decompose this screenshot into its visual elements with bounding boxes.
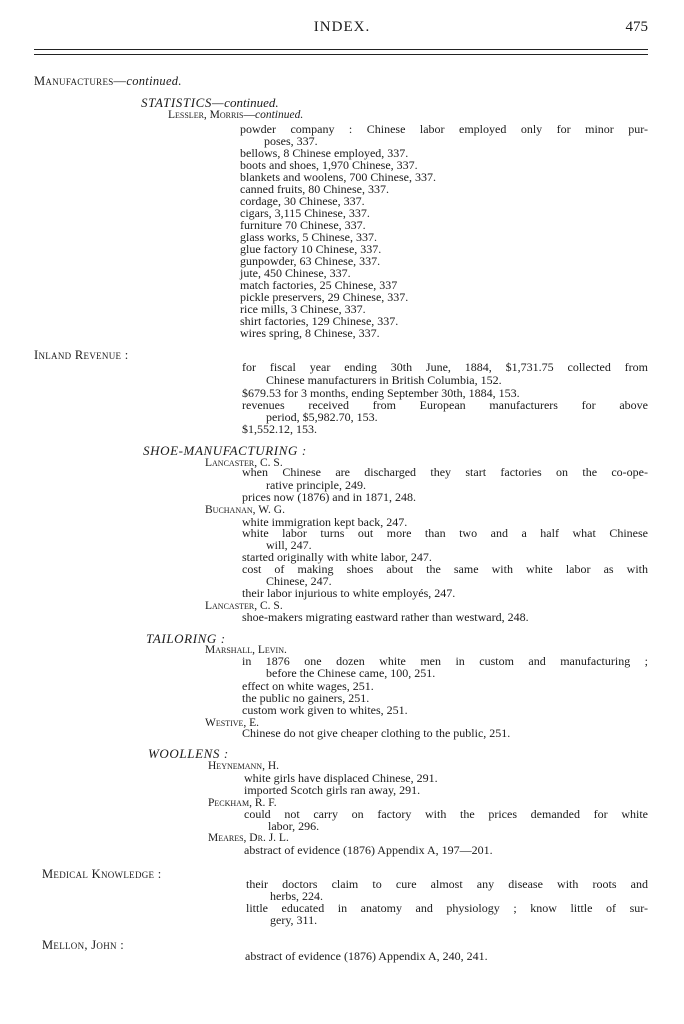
page-number: 475 xyxy=(625,19,648,35)
entry-line: gunpowder, 63 Chinese, 337. xyxy=(240,254,381,268)
entry-line: Chinese do not give cheaper clothing to the public, 251. xyxy=(242,726,511,740)
person-meares: Meares, Dr. J. L. xyxy=(208,832,289,844)
entry-line: abstract of evidence (1876) Appendix A, 240, 241. xyxy=(245,949,488,963)
person-buchanan: Buchanan, W. G. xyxy=(205,504,285,516)
entry-line: boots and shoes, 1,970 Chinese, 337. xyxy=(240,158,418,172)
entry-line: $679.53 for 3 months, ending September 30th, 1884, 153. xyxy=(242,386,520,400)
entry-line: when Chinese are discharged they start factories on the co-ope- xyxy=(242,465,648,479)
entry-line: white labor turns out more than two and a half what Chinese xyxy=(242,526,648,540)
entry-line: their doctors claim to cure almost any disease with roots and xyxy=(246,877,648,891)
person-lessler: Lessler, Morris—continued. xyxy=(168,109,304,121)
subheading-tailoring: TAILORING : xyxy=(146,631,226,646)
entry-line: before the Chinese came, 100, 251. xyxy=(266,666,436,680)
section-heading-manufactures: Manufactures—continued. xyxy=(34,74,182,88)
entry-line: poses, 337. xyxy=(264,134,318,148)
entry-line: blankets and woolens, 700 Chinese, 337. xyxy=(240,170,436,184)
entry-line: glass works, 5 Chinese, 337. xyxy=(240,230,377,244)
entry-line: bellows, 8 Chinese employed, 337. xyxy=(240,146,409,160)
person-peckham: Peckham, R. F. xyxy=(208,797,277,809)
entry-line: effect on white wages, 251. xyxy=(242,679,374,693)
entry-line: white immigration kept back, 247. xyxy=(242,515,408,529)
subheading-statistics: STATISTICS—continued. xyxy=(141,95,279,110)
entry-line: period, $5,982.70, 153. xyxy=(266,410,378,424)
entry-line: custom work given to whites, 251. xyxy=(242,703,408,717)
entry-line: in 1876 one dozen white men in custom and manufacturing ; xyxy=(242,654,648,668)
entry-line: cigars, 3,115 Chinese, 337. xyxy=(240,206,370,220)
entry-line: wires spring, 8 Chinese, 337. xyxy=(240,326,380,340)
section-heading-mellon: Mellon, John : xyxy=(42,938,125,952)
entry-line: herbs, 224. xyxy=(270,889,323,903)
entry-line: cordage, 30 Chinese, 337. xyxy=(240,194,365,208)
entry-line: prices now (1876) and in 1871, 248. xyxy=(242,490,416,504)
entry-line: started originally with white labor, 247. xyxy=(242,550,432,564)
entry-line: pickle preservers, 29 Chinese, 337. xyxy=(240,290,409,304)
section-heading-inland-revenue: Inland Revenue : xyxy=(34,348,129,362)
running-head: INDEX. xyxy=(313,19,371,35)
person-heynemann: Heynemann, H. xyxy=(208,760,280,772)
entry-line: Chinese manufacturers in British Columbia, 152. xyxy=(266,373,502,387)
entry-line: Chinese, 247. xyxy=(266,574,332,588)
entry-line: rice mills, 3 Chinese, 337. xyxy=(240,302,366,316)
section-heading-medical-knowledge: Medical Knowledge : xyxy=(42,867,162,881)
entry-line: could not carry on factory with the prices demanded for white xyxy=(244,807,648,821)
entry-line: for fiscal year ending 30th June, 1884, $1,731.75 collected from xyxy=(242,360,648,374)
header-rule-bottom xyxy=(34,54,648,55)
entry-line: gery, 311. xyxy=(270,913,318,927)
entry-line: shoe-makers migrating eastward rather than westward, 248. xyxy=(242,610,529,624)
entry-line: shirt factories, 129 Chinese, 337. xyxy=(240,314,399,328)
entry-line: powder company : Chinese labor employed only for minor pur- xyxy=(240,122,648,136)
entry-line: white girls have displaced Chinese, 291. xyxy=(244,771,438,785)
entry-line: labor, 296. xyxy=(268,819,320,833)
person-westive: Westive, E. xyxy=(205,717,260,729)
entry-line: glue factory 10 Chinese, 337. xyxy=(240,242,382,256)
entry-line: imported Scotch girls ran away, 291. xyxy=(244,783,421,797)
entry-line: will, 247. xyxy=(266,538,312,552)
entry-line: the public no gainers, 251. xyxy=(242,691,370,705)
entry-line: cost of making shoes about the same with white labor as with xyxy=(242,562,648,576)
entry-line: little educated in anatomy and physiology ; know little of sur- xyxy=(246,901,648,915)
subheading-shoe-manufacturing: SHOE-MANUFACTURING : xyxy=(143,443,307,458)
subheading-woollens: WOOLLENS : xyxy=(148,746,229,761)
person-lancaster: Lancaster, C. S. xyxy=(205,600,283,612)
entry-line: match factories, 25 Chinese, 337 xyxy=(240,278,398,292)
entry-line: their labor injurious to white employés, 247. xyxy=(242,586,456,600)
entry-line: canned fruits, 80 Chinese, 337. xyxy=(240,182,389,196)
person-lancaster: Lancaster, C. S. xyxy=(205,457,283,469)
entry-line: jute, 450 Chinese, 337. xyxy=(240,266,351,280)
entry-line: furniture 70 Chinese, 337. xyxy=(240,218,366,232)
entry-line: revenues received from European manufacturers for above xyxy=(242,398,648,412)
entry-line: abstract of evidence (1876) Appendix A, 197—201. xyxy=(244,843,493,857)
header-rule-top xyxy=(34,49,648,50)
entry-line: $1,552.12, 153. xyxy=(242,422,317,436)
entry-line: rative principle, 249. xyxy=(266,478,366,492)
person-marshall: Marshall, Levin. xyxy=(205,644,287,656)
